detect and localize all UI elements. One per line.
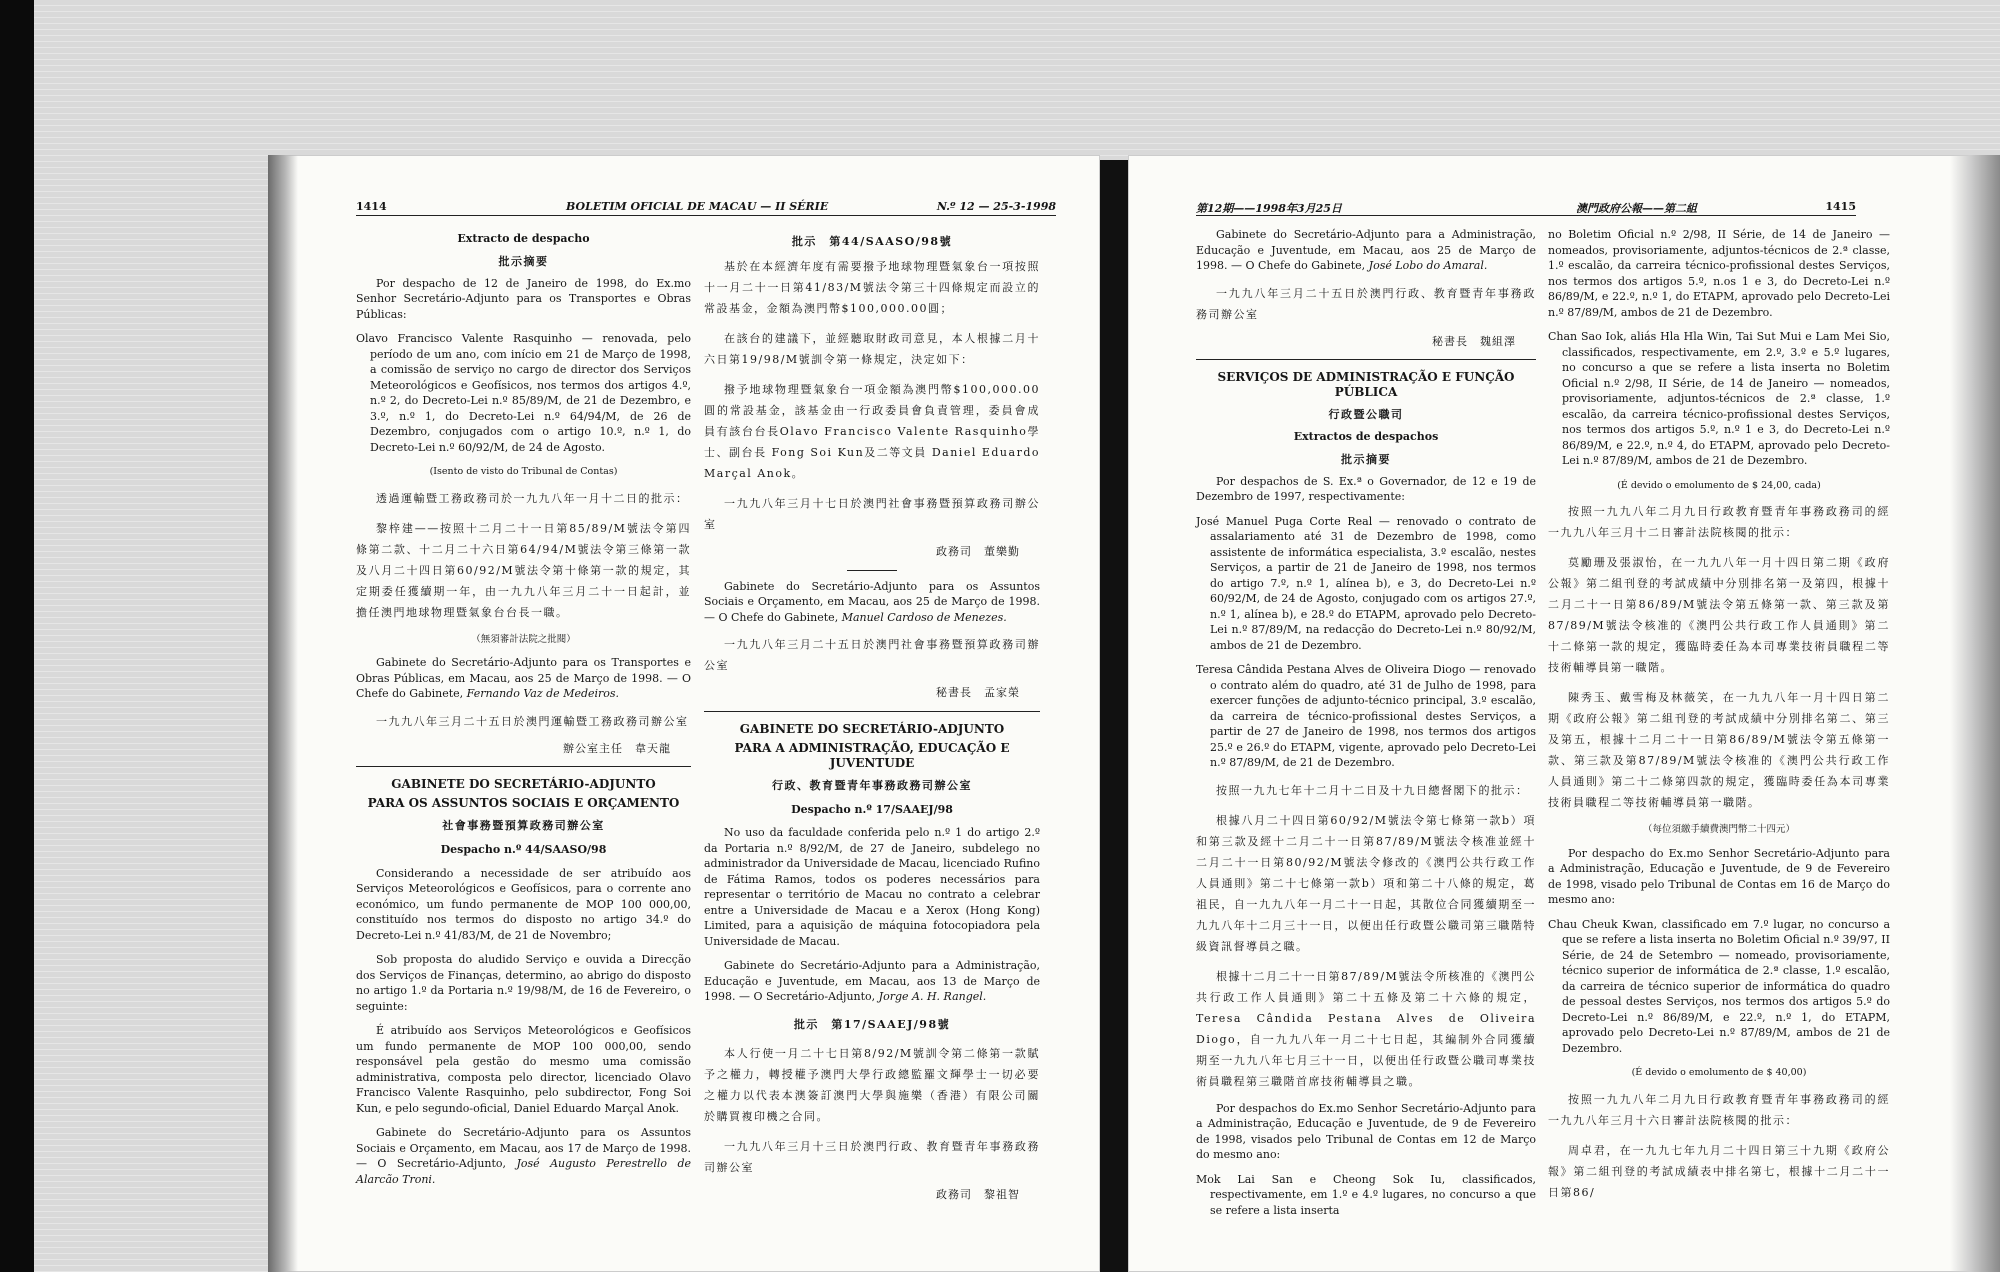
despacho-title-zh: 批示 第17/SAAEJ/98號	[793, 1017, 951, 1031]
text: Gabinete do Secretário-Adjunto para a Administração, Educação e Juventude, em Macau, aos 13 de Março de 1998. — O Secretário-Adjunto,	[704, 959, 1040, 1003]
paragraph-zh: 在該台的建議下，並經聽取財政司意見，本人根據二月十六日第19/98/M號訓令第一條規定，決定如下：	[704, 332, 1040, 366]
paragraph	[704, 579, 1040, 626]
paragraph	[704, 958, 1040, 1005]
text: Gabinete do Secretário-Adjunto para os Assuntos Sociais e Orçamento, em Macau, aos 25 de Março de 1998. — O Chefe do Gabinete,	[704, 579, 1040, 624]
paragraph-zh: 黎梓建——按照十二月二十一日第85/89/M號法令第四條第二款、十二月二十六日第64/94/M號法令第三條第一款及八月二十四日第60/92/M號法令第十條第一款的規定，其定期委任獲續期一年，由一九九八年三月二十一日起計，並擔任澳門地球物理暨氣象台台長一職。	[356, 521, 691, 619]
left-page-header	[356, 200, 1056, 216]
right-page-header	[1196, 200, 1856, 216]
page-number: 1415	[1825, 200, 1856, 213]
note: (Isento de visto do Tribunal de Contas)	[429, 466, 618, 477]
section-divider	[356, 766, 691, 767]
section-subheading: Extractos de despachos	[1293, 430, 1439, 443]
section-heading: SERVIÇOS DE ADMINISTRAÇÃO E FUNÇÃO PÚBLICA	[1217, 370, 1515, 399]
note-zh: （每位須繳手續費澳門幣二十四元）	[1642, 824, 1795, 835]
paragraph-zh: 按照一九九八年二月九日行政教育暨青年事務政務司的經一九九八年三月十二日審計法院核閱的批示：	[1548, 505, 1890, 539]
paragraph: Considerando a necessidade de ser atribuído aos Serviços Meteorológicos e Geofísicos, para o corrente ano económico, um fundo permanente de MOP 100 000,00, constituído nos termos do disposto no artigo 34.º do Decreto-Lei n.º 41/83/M, de 21 de Novembro;	[356, 866, 691, 942]
despacho-title: Despacho n.º 17/SAAEJ/98	[791, 802, 953, 816]
section-heading-zh: 社會事務暨預算政務司辦公室	[442, 819, 605, 832]
paragraph: Chau Cheuk Kwan, classificado em 7.º lugar, no concurso a que se refere a lista inserta no Boletim Oficial n.º 39/97, II Série, de 24 de Setembro — nomeado, provisoriamente, técnico superior de informática de 2.ª classe, 1.º escalão, da carreira de técnico superior de informática do quadro de pessoal destes Serviços, nos termos dos artigos 5.º do Decreto-Lei n.º 86/89/M, e 22.º, n.º 1, do ETAPM, aprovado pelo Decreto-Lei n.º 87/89/M, ambos de 21 de Dezembro.	[1548, 917, 1890, 1055]
journal-title: BOLETIM OFICIAL DE MACAU — II SÉRIE	[566, 200, 829, 213]
signature-zh: 辦公室主任 韋天龍	[563, 741, 671, 755]
paragraph: Sob proposta do aludido Serviço e ouvida a Direcção dos Serviços de Finanças, determino, ao abrigo do disposto no artigo 1.º da Portaria n.º 19/98/M, de 16 de Fevereiro, o seguinte:	[356, 953, 691, 1013]
short-divider	[847, 570, 897, 571]
scan-edge-left	[0, 0, 34, 1272]
paragraph: Por despacho do Ex.mo Senhor Secretário-Adjunto para a Administração, Educação e Juventude, de 9 de Fevereiro de 1998, visado pelo Tribunal de Contas em 16 de Março do mesmo ano:	[1548, 846, 1890, 906]
left-page	[268, 155, 1100, 1272]
paragraph: Por despachos de S. Ex.ª o Governador, de 12 e 19 de Dezembro de 1997, respectivamente:	[1196, 474, 1536, 503]
section-subheading-zh: 批示摘要	[1341, 452, 1391, 466]
paragraph-zh: 按照一九九七年十二月十二日及十九日總督閣下的批示：	[1216, 783, 1529, 797]
page-number: 1414	[356, 200, 387, 213]
paragraph: Chan Sao Iok, aliás Hla Hla Win, Tai Sut Mui e Lam Mei Sio, classificados, respectivamente, em 2.º, 3.º e 5.º lugares, no concurso a que se refere a lista inserta no Boletim Oficial n.º 2/98, II Série, de 14 de Janeiro — nomeados, provisoriamente, adjuntos-técnicos de 2.ª classe, 1.º escalão, da carreira técnico-profissional destes Serviços, nos termos dos artigos 5.º, n.º 1 e 3, do Decreto-Lei n.º 86/89/M, e 22.º, n.º 4, do ETAPM, aprovado pelo Decreto-Lei n.º 87/89/M, ambos de 21 de Dezembro.	[1548, 330, 1890, 467]
section-heading: Extracto de despacho	[457, 232, 590, 245]
paragraph-zh: 一九九八年三月二十五日於澳門社會事務暨預算政務司辦公室	[704, 638, 1040, 672]
signatory-name: Manuel Cardoso de Menezes.	[841, 610, 1007, 624]
paragraph-zh: 透過運輸暨工務政務司於一九九八年一月十二日的批示：	[376, 491, 689, 505]
paragraph-zh: 周卓君，在一九九七年九月二十四日第三十九期《政府公報》第二組刊登的考試成績表中排名第七，根據十二月二十一日第86/	[1548, 1143, 1890, 1199]
paragraph: Por despachos do Ex.mo Senhor Secretário-Adjunto para a Administração, Educação e Juventude, de 9 de Fevereiro de 1998, visados pelo Tribunal de Contas em 12 de Março do mesmo ano:	[1196, 1101, 1536, 1161]
journal-title-zh: 澳門政府公報——第二組	[1576, 202, 1697, 215]
section-heading: PARA OS ASSUNTOS SOCIAIS E ORÇAMENTO	[367, 796, 680, 810]
left-page-column-2	[704, 227, 1040, 1212]
page-edge-shadow	[1950, 155, 2000, 1272]
note: (É devido o emolumento de $ 40,00)	[1631, 1067, 1807, 1078]
section-divider	[1196, 359, 1536, 360]
paragraph-zh: 陳秀玉、戴雪梅及林薇笑，在一九九八年一月十四日第二期《政府公報》第二組刊登的考試成績中分別排名第二、第三及第五，根據十二月二十一日第86/89/M號法令第五條第一款、第三款及第87/89/M號法令核准的《澳門公共行政工作人員通則》第二十二條第四款的規定，獲臨時委任為本司專業技術員職程二等技術輔導員第一職階。	[1548, 691, 1890, 809]
right-page	[1128, 155, 2000, 1272]
text: Gabinete do Secretário-Adjunto para os Assuntos Sociais e Orçamento, em Macau, aos 17 de Março de 1998. — O Secretário-Adjunto,	[356, 1126, 691, 1170]
note: (É devido o emolumento de $ 24,00, cada)	[1617, 479, 1821, 491]
despacho-title: Despacho n.º 44/SAASO/98	[440, 843, 607, 856]
book-spine-shadow	[1100, 160, 1128, 1272]
despacho-title-zh: 批示 第44/SAASO/98號	[791, 235, 953, 248]
right-page-column-1	[1196, 227, 1536, 1227]
section-heading-zh: 行政暨公職司	[1328, 408, 1404, 421]
signatory-name: Fernando Vaz de Medeiros.	[466, 687, 620, 700]
paragraph-zh: 一九九八年三月二十五日於澳門運輸暨工務政務司辦公室	[376, 714, 689, 728]
section-heading-zh: 行政、教育暨青年事務政務司辦公室	[772, 778, 972, 792]
issue-date: N.º 12 — 25-3-1998	[936, 200, 1056, 213]
right-page-column-2	[1548, 227, 1890, 1212]
section-heading-zh: 批示摘要	[498, 254, 549, 268]
paragraph-zh: 一九九八年三月十七日於澳門社會事務暨預算政務司辦公室	[704, 497, 1040, 531]
text: Gabinete do Secretário-Adjunto para os Transportes e Obras Públicas, em Macau, aos 25 de Março de 1998. — O Chefe do Gabinete,	[356, 656, 691, 700]
paragraph: José Manuel Puga Corte Real — renovado o contrato de assalariamento até 31 de Dezembro de 1998, como assistente de informática especialista, 3.º escalão, nestes Serviços, a partir de 21 de Janeiro de 1998, nos termos do artigo 7.º, n.º 1, alínea b), e 3, do Decreto-Lei n.º 60/92/M, de 24 de Agosto, conjugado com os artigos 27.º, n.º 1, alínea b), e 28.º do ETAPM, aprovado pelo Decreto-Lei n.º 87/89/M, na redacção do Decreto-Lei n.º 80/92/M, ambos de 21 de Dezembro.	[1196, 514, 1536, 652]
paragraph: Olavo Francisco Valente Rasquinho — renovada, pelo período de um ano, com início em 21 de Março de 1998, a comissão de serviço no cargo de director dos Serviços Meteorológicos e Geofísicos, nos termos dos artigos 4.º, n.º 2, do Decreto-Lei n.º 85/89/M, de 21 de Dezembro, e 3.º, n.º 1, do Decreto-Lei n.º 64/94/M, de 26 de Dezembro, conjugados com o artigo 10.º, n.º 1, do Decreto-Lei n.º 60/92/M, de 24 de Agosto.	[356, 332, 691, 454]
paragraph-zh: 基於在本經濟年度有需要撥予地球物理暨氣象台一項按照十一月二十一日第41/83/M號法令第三十四條規定而設立的常設基金，金額為澳門幣$100,000.00圓；	[704, 260, 1040, 315]
paragraph: É atribuído aos Serviços Meteorológicos e Geofísicos um fundo permanente de MOP 100 000,00, sendo responsável pela gestão do mesmo uma comissão administrativa, composta pelo director, licenciado Olavo Francisco Valente Rasquinho, pelo subdirector, Fong Soi Kun, e pelo segundo-oficial, Daniel Eduardo Marçal Anok.	[356, 1024, 691, 1115]
page-gutter-shadow	[268, 155, 298, 1272]
paragraph	[356, 1125, 691, 1187]
section-heading: PARA A ADMINISTRAÇÃO, EDUCAÇÃO E JUVENTUDE	[734, 740, 1010, 770]
signature-zh: 秘書長 魏組澤	[1432, 334, 1516, 348]
paragraph: Por despacho de 12 de Janeiro de 1998, do Ex.mo Senhor Secretário-Adjunto para os Transportes e Obras Públicas:	[356, 276, 691, 321]
signature-zh: 政務司 董樂勤	[936, 545, 1020, 558]
paragraph-zh: 莫勵珊及張淑怡，在一九九八年一月十四日第二期《政府公報》第二組刊登的考試成績中分別排名第一及第四，根據十二月二十一日第86/89/M號法令第五條第一款、第三款及第87/89/M號法令核准的《澳門公共行政工作人員通則》第二十二條第一款的規定，獲臨時委任為本司專業技術員職程二等技術輔導員第一職階。	[1548, 556, 1890, 674]
paragraph: Mok Lai San e Cheong Sok Iu, classificados, respectivamente, em 1.º e 4.º lugares, no concurso a que se refere a lista inserta	[1196, 1172, 1536, 1217]
left-page-column-1	[356, 227, 691, 1196]
paragraph: Teresa Cândida Pestana Alves de Oliveira Diogo — renovado o contrato além do quadro, até 31 de Julho de 1998, para exercer funções de adjunto-técnico principal, 3.º escalão, da carreira de técnico-profissional destes Serviços, a partir de 27 de Janeiro de 1998, nos termos dos artigos 25.º e 26.º do ETAPM, vigente, aprovado pelo Decreto-Lei n.º 87/89/M, de 21 de Dezembro.	[1196, 663, 1536, 769]
signatory-name: José Augusto Perestrello de Alarcão Troni.	[356, 1157, 691, 1186]
paragraph-zh: 一九九八年三月二十五日於澳門行政、教育暨青年事務政務司辦公室	[1196, 286, 1536, 321]
paragraph-zh: 根據十二月二十一日第87/89/M號法令所核准的《澳門公共行政工作人員通則》第二十五條及第二十六條的規定，Teresa Cândida Pestana Alves de Oliveira Diogo，自一九九八年一月二十七日起，其編制外合同獲續期至一九九八年七月三十一日，以便出任行政暨公職司專業技術員職程第三職階首席技術輔導員之職。	[1196, 969, 1536, 1088]
paragraph	[1196, 227, 1536, 274]
paragraph-zh: 撥予地球物理暨氣象台一項金額為澳門幣$100,000.00圓的常設基金，該基金由一行政委員會負責管理，委員會成員有該台台長Olavo Francisco Valente Rasquinho學士、副台長 Fong Soi Kun及二等文員 Daniel Eduardo Marçal Anok。	[704, 383, 1040, 480]
signatory-name: José Lobo do Amaral.	[1368, 259, 1488, 272]
signature-zh: 政務司 黎祖智	[936, 1187, 1020, 1201]
signature-zh: 秘書長 孟家榮	[936, 686, 1020, 699]
signatory-name: Jorge A. H. Rangel.	[878, 990, 987, 1003]
paragraph	[356, 655, 691, 702]
paragraph: no Boletim Oficial n.º 2/98, II Série, de 14 de Janeiro — nomeados, provisoriamente, adjuntos-técnicos de 2.ª classe, 1.º escalão, da carreira técnico-profissional destes Serviços, nos termos dos artigos 5.º, n.os 1 e 3, do Decreto-Lei n.º 86/89/M, e 22.º, n.º 1, do ETAPM, aprovado pelo Decreto-Lei n.º 87/89/M, ambos de 21 de Dezembro.	[1548, 228, 1890, 319]
section-divider	[704, 711, 1040, 712]
paragraph-zh: 按照一九九八年二月九日行政教育暨青年事務政務司的經一九九八年三月十六日審計法院核閱的批示：	[1548, 1092, 1890, 1127]
paragraph: No uso da faculdade conferida pelo n.º 1 do artigo 2.º da Portaria n.º 8/92/M, de 27 de Janeiro, subdelego no administrador da Universidade de Macau, licenciado Rufino de Fátima Ramos, todos os poderes necessários para representar o território de Macau no contrato a celebrar entre a Universidade de Macau e a Xerox (Hong Kong) Limited, para a aquisição de máquina fotocopiadora pela Universidade de Macau.	[704, 826, 1040, 948]
paragraph-zh: 一九九八年三月十三日於澳門行政、教育暨青年事務政務司辦公室	[704, 1139, 1040, 1174]
section-heading: GABINETE DO SECRETÁRIO-ADJUNTO	[391, 777, 656, 791]
issue-date-zh: 第12期——1998年3月25日	[1196, 202, 1342, 215]
paragraph-zh: 本人行使一月二十七日第8/92/M號訓令第二條第一款賦予之權力，轉授權予澳門大學行政總監羅文輝學士一切必要之權力以代表本澳簽訂澳門大學與施樂（香港）有限公司關於購買複印機之合同。	[704, 1046, 1040, 1123]
paragraph-zh: 根據八月二十四日第60/92/M號法令第七條第一款b）項和第三款及經十二月二十一日第87/89/M號法令核准並經十二月二十一日第80/92/M號法令修改的《澳門公共行政工作人員通則》第二十七條第一款b）項和第二十八條的規定，葛祖民，自一九九八年一月二十一日起，其散位合同獲續期至一九九八年十二月三十一日，以便出任行政暨公職司第三職階特級資訊督導員之職。	[1196, 813, 1536, 953]
section-heading: GABINETE DO SECRETÁRIO-ADJUNTO	[739, 721, 1005, 736]
note-zh: （無須審計法院之批閱）	[471, 633, 576, 645]
text: Gabinete do Secretário-Adjunto para a Administração, Educação e Juventude, em Macau, aos 25 de Março de 1998. — O Chefe do Gabinete,	[1196, 228, 1536, 272]
